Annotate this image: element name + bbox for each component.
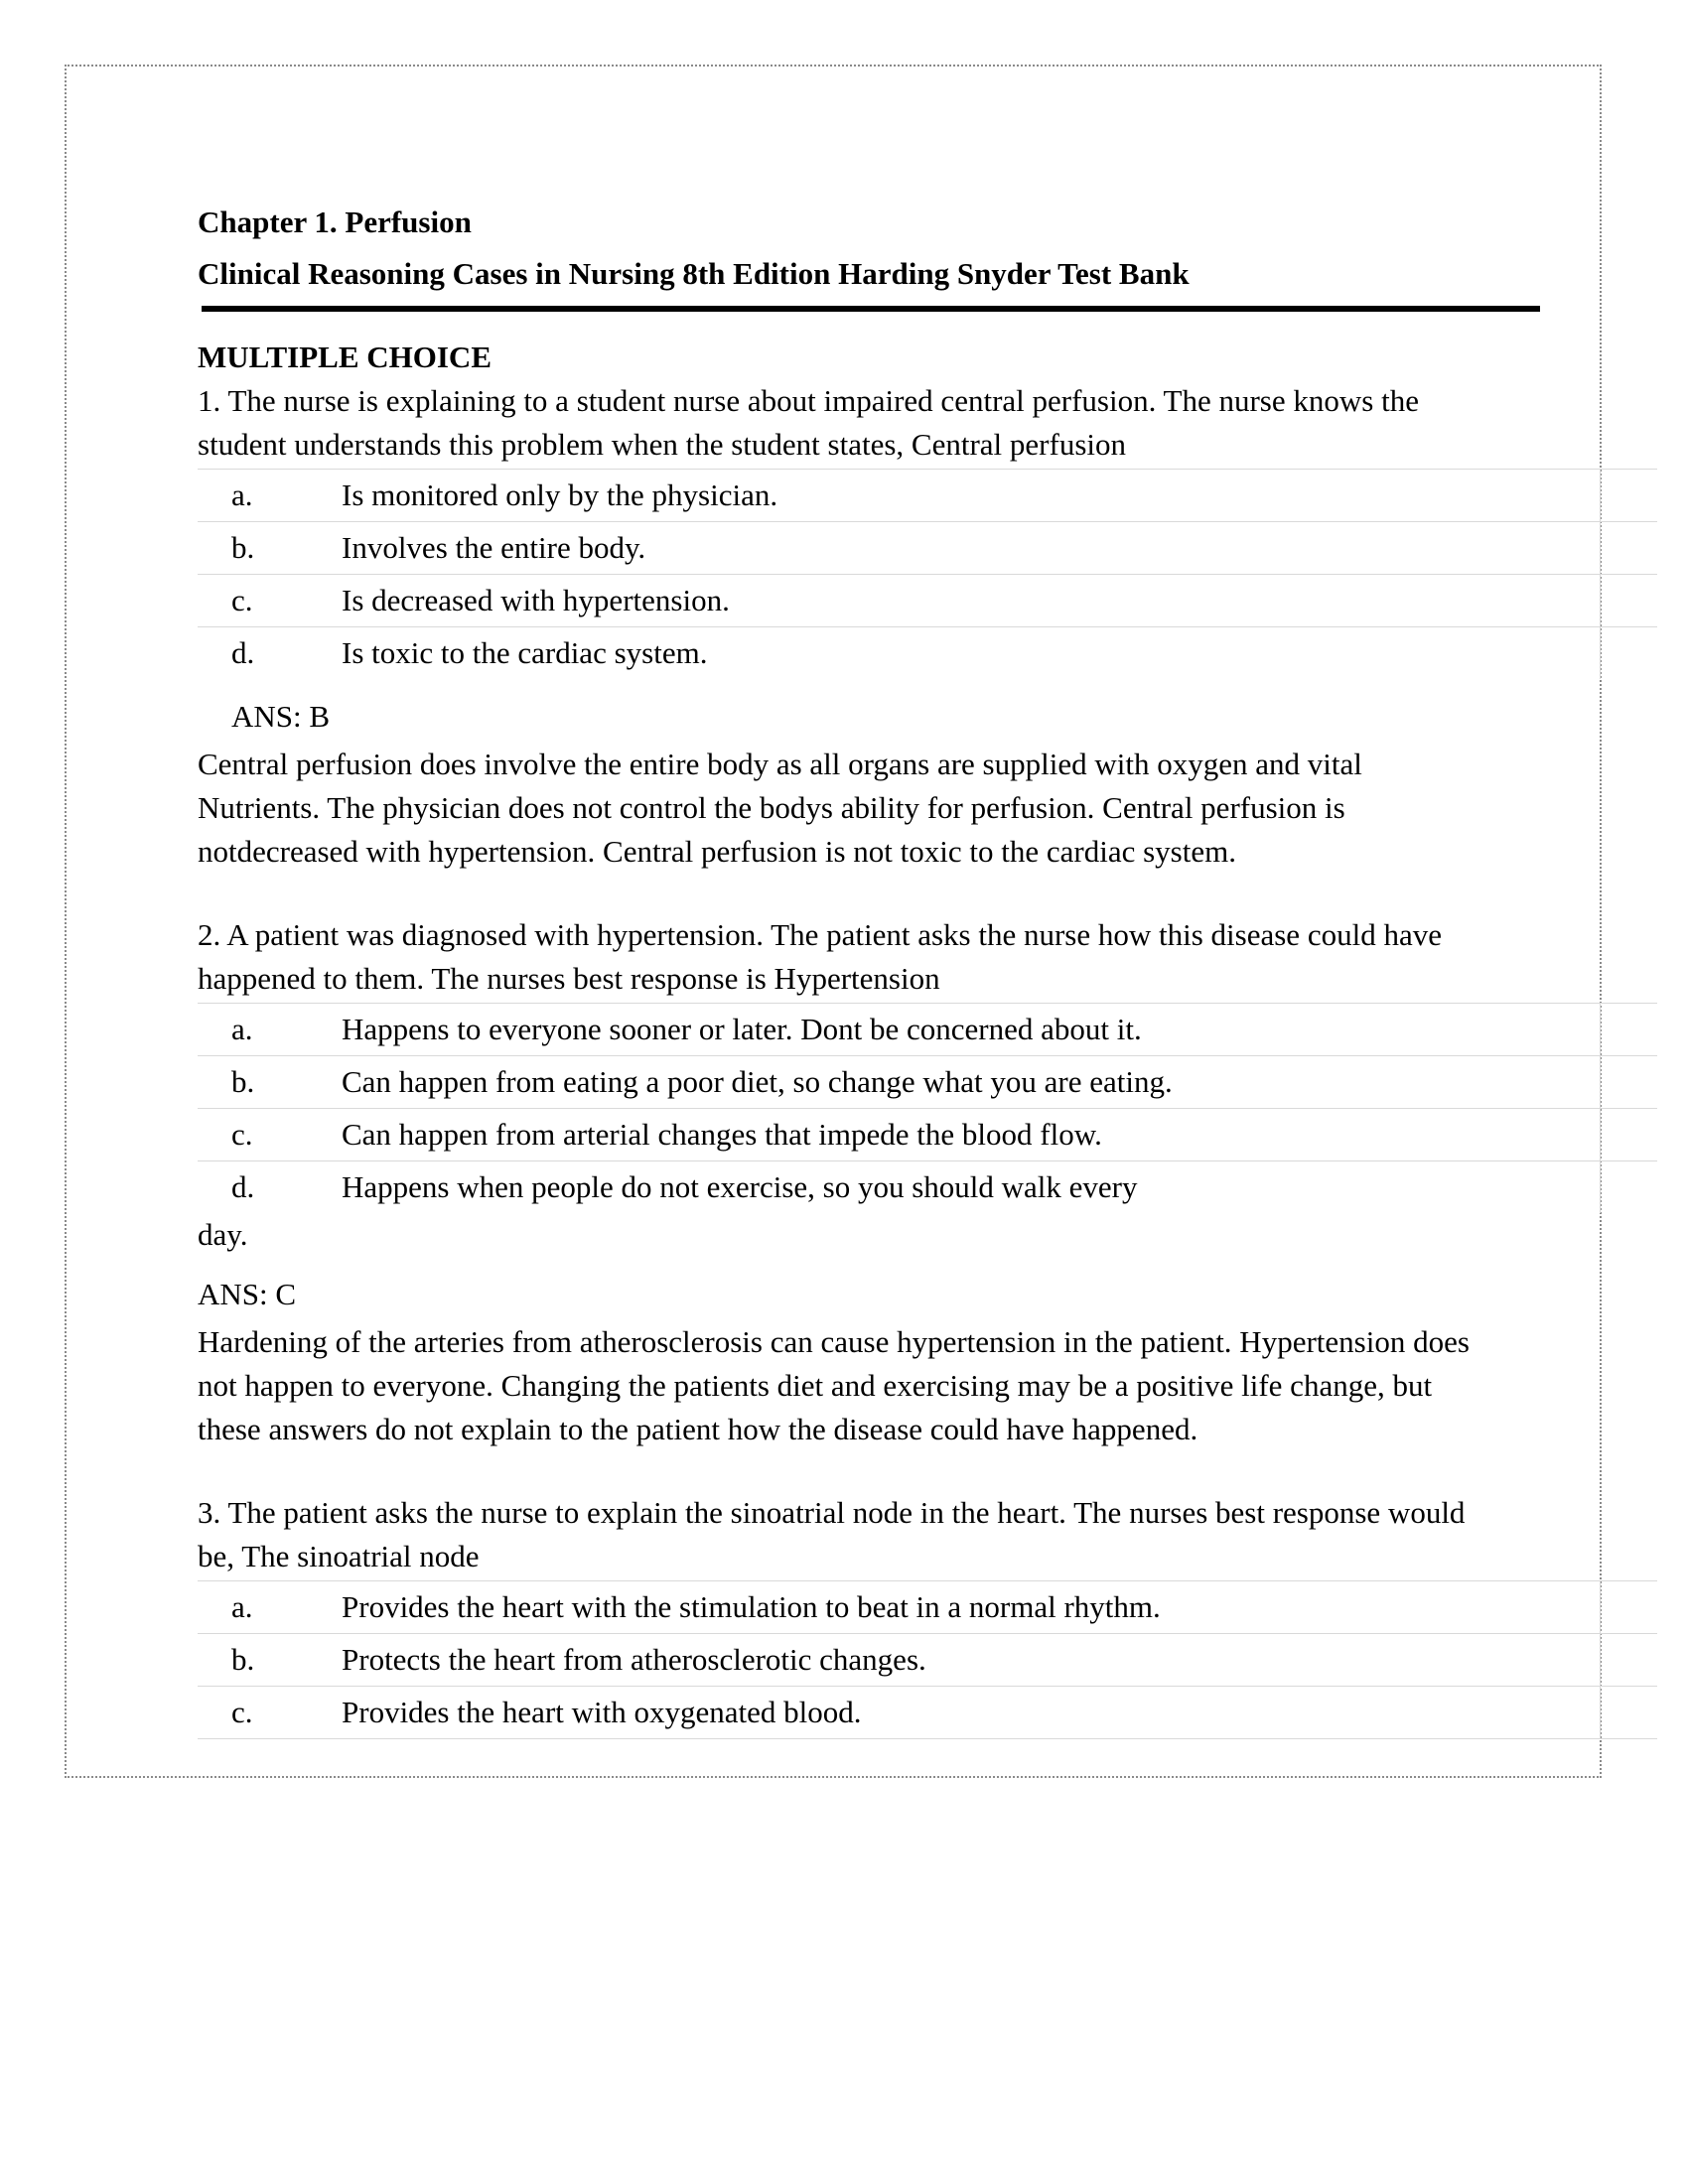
choice-letter: a.	[231, 478, 253, 512]
choice-row	[198, 1634, 1657, 1687]
choice-text: Happens to everyone sooner or later. Dont be concerned about it.	[342, 1012, 1142, 1046]
choice-continuation: day.	[198, 1217, 248, 1252]
choice-text: Is monitored only by the physician.	[342, 478, 778, 512]
choice-text: Can happen from arterial changes that impede the blood flow.	[342, 1117, 1102, 1152]
choice-letter: c.	[231, 1117, 253, 1152]
choice-letter: a.	[231, 1589, 253, 1624]
choice-list	[198, 1580, 1657, 1739]
choice-row	[198, 1687, 1657, 1739]
spacer	[198, 1451, 1657, 1491]
answer-key: ANS: C	[198, 1277, 297, 1311]
spacer	[198, 874, 1657, 913]
choice-text: Happens when people do not exercise, so you should walk every	[342, 1169, 1138, 1204]
choice-text: Protects the heart from atherosclerotic changes.	[342, 1642, 926, 1677]
choice-text: Provides the heart with the stimulation to beat in a normal rhythm.	[342, 1589, 1161, 1624]
choice-letter: a.	[231, 1012, 253, 1046]
document-page	[198, 201, 1657, 1739]
choice-letter: b.	[231, 1642, 255, 1677]
choice-text: Provides the heart with oxygenated blood.	[342, 1695, 862, 1729]
rationale-text: Hardening of the arteries from atherosclerosis can cause hypertension in the patient. Hypertension does not happen to everyone. Changing the patients diet and exercising may be a positive life change, but these answers do not explain to the patient how the disease could have happened.	[198, 1324, 1470, 1446]
choice-row	[198, 627, 1657, 679]
choice-letter: b.	[231, 1064, 255, 1099]
choice-row	[198, 1581, 1657, 1634]
choice-text: Involves the entire body.	[342, 530, 646, 565]
question-stem: 2. A patient was diagnosed with hypertension. The patient asks the nurse how this disease could have happened to them. The nurses best response is Hypertension	[198, 917, 1442, 996]
choice-list	[198, 1003, 1657, 1213]
choice-row	[198, 1004, 1657, 1056]
choice-letter: d.	[231, 635, 255, 670]
document-title: Clinical Reasoning Cases in Nursing 8th Edition Harding Snyder Test Bank	[198, 256, 1190, 291]
rationale-text: Central perfusion does involve the entire body as all organs are supplied with oxygen and vital Nutrients. The physician does not control the bodys ability for perfusion. Central perfusion is notdecreased with hypertension. Central perfusion is not toxic to the cardiac system.	[198, 747, 1362, 869]
choice-row	[198, 522, 1657, 575]
choice-text: Is decreased with hypertension.	[342, 583, 730, 617]
chapter-heading: Chapter 1. Perfusion	[198, 205, 472, 239]
question-stem: 3. The patient asks the nurse to explain the sinoatrial node in the heart. The nurses best response would be, The sinoatrial node	[198, 1495, 1466, 1573]
choice-list	[198, 469, 1657, 679]
title-rule	[202, 306, 1540, 312]
choice-row	[198, 1109, 1657, 1161]
choice-row	[198, 470, 1657, 522]
choice-row	[198, 1161, 1657, 1213]
question-2	[198, 913, 1657, 1451]
section-heading: MULTIPLE CHOICE	[198, 340, 492, 374]
answer-key: ANS: B	[231, 699, 331, 734]
choice-row	[198, 575, 1657, 627]
choice-letter: c.	[231, 1695, 253, 1729]
choice-letter: d.	[231, 1169, 255, 1204]
choice-row	[198, 1056, 1657, 1109]
choice-text: Can happen from eating a poor diet, so change what you are eating.	[342, 1064, 1173, 1099]
question-stem: 1. The nurse is explaining to a student nurse about impaired central perfusion. The nurse knows the student understands this problem when the student states, Central perfusion	[198, 383, 1419, 462]
choice-text: Is toxic to the cardiac system.	[342, 635, 708, 670]
question-1	[198, 379, 1657, 874]
question-3	[198, 1491, 1657, 1739]
choice-letter: b.	[231, 530, 255, 565]
choice-letter: c.	[231, 583, 253, 617]
